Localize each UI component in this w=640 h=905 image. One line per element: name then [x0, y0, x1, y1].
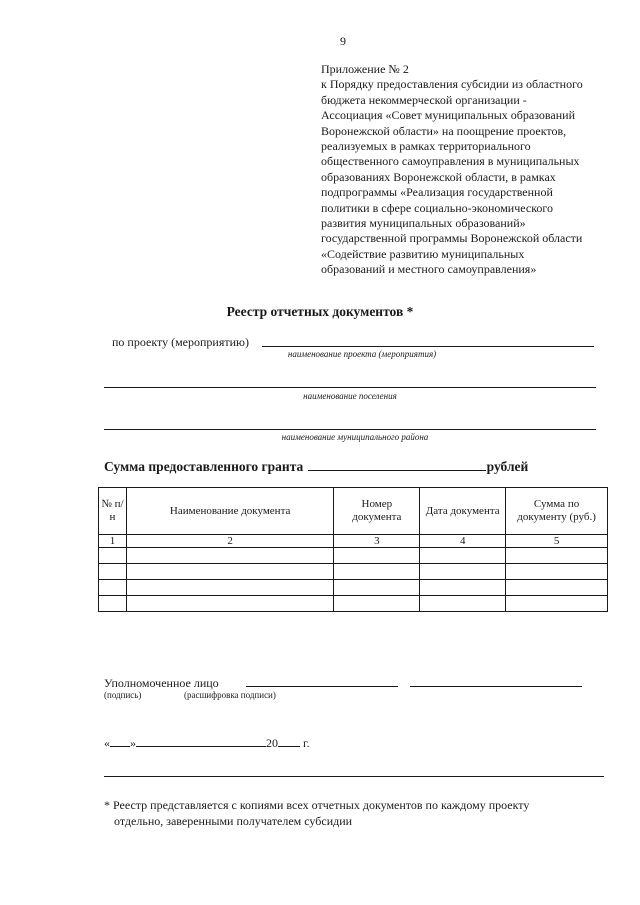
separator-line	[104, 776, 604, 777]
table-row	[99, 580, 608, 596]
grant-label: Сумма предоставленного гранта	[104, 459, 304, 474]
appendix-line: политики в сфере социально-экономического	[321, 200, 554, 215]
signature-decode-field[interactable]	[410, 686, 582, 687]
table-row	[99, 548, 608, 564]
header-doc-sum: Сумма по документу (руб.)	[506, 488, 608, 535]
table-cell[interactable]	[334, 596, 420, 612]
signature-field[interactable]	[246, 686, 398, 687]
header-doc-number: Номер документа	[334, 488, 420, 535]
footnote	[104, 797, 584, 829]
appendix-line: к Порядку предоставления субсидии из областного	[321, 77, 583, 92]
appendix-line: подпрограммы «Реализация государственной	[321, 185, 553, 200]
table-cell[interactable]	[420, 548, 506, 564]
table-cell[interactable]	[334, 548, 420, 564]
table-cell[interactable]	[99, 580, 127, 596]
year-field[interactable]	[278, 736, 300, 747]
appendix-line: Приложение № 2	[321, 62, 409, 76]
table-cell[interactable]	[126, 564, 333, 580]
table-cell[interactable]	[334, 580, 420, 596]
table-cell[interactable]	[420, 564, 506, 580]
grant-unit: рублей	[486, 459, 529, 474]
table-cell[interactable]	[334, 564, 420, 580]
grant-sum-row	[104, 458, 528, 475]
table-row	[99, 596, 608, 612]
table-cell[interactable]	[99, 596, 127, 612]
signer-label: Уполномоченное лицо	[104, 676, 219, 690]
table-cell[interactable]	[506, 564, 608, 580]
table-cell[interactable]	[126, 596, 333, 612]
appendix-line: общественного самоуправления в муниципальных	[321, 154, 580, 169]
column-number-row	[99, 535, 608, 548]
column-number: 2	[126, 535, 333, 548]
year-suffix: г.	[303, 736, 310, 750]
table-cell[interactable]	[126, 548, 333, 564]
table-cell[interactable]	[506, 596, 608, 612]
district-caption: наименование муниципального района	[281, 432, 429, 442]
year-prefix: 20	[266, 736, 278, 750]
appendix-line: Ассоциация «Совет муниципальных образований	[321, 108, 576, 123]
appendix-line: «Содействие развитию муниципальных	[321, 246, 525, 261]
registry-table	[98, 487, 608, 612]
table-row	[99, 564, 608, 580]
table-cell[interactable]	[506, 580, 608, 596]
signature-caption: (подпись)	[104, 690, 142, 700]
header-doc-name: Наименование документа	[126, 488, 333, 535]
table-cell[interactable]	[420, 580, 506, 596]
table-cell[interactable]	[420, 596, 506, 612]
appendix-line: бюджета некоммерческой организации -	[321, 92, 527, 107]
appendix-line: образованиях Воронежской области, в рамках	[321, 169, 556, 184]
footnote-line: * Реестр представляется с копиями всех отчетных документов по каждому проекту	[104, 798, 530, 812]
page-number: 9	[340, 34, 346, 48]
footnote-line: отдельно, заверенными получателем субсидии	[114, 814, 353, 828]
month-field[interactable]	[136, 736, 266, 747]
document-title: Реестр отчетных документов *	[226, 304, 414, 319]
signature-decode-caption: (расшифровка подписи)	[184, 690, 276, 700]
column-number: 4	[420, 535, 506, 548]
grant-amount-field[interactable]	[308, 458, 486, 471]
table-cell[interactable]	[126, 580, 333, 596]
table-cell[interactable]	[99, 564, 127, 580]
settlement-caption: наименование поселения	[303, 391, 397, 401]
date-open-quote: «	[104, 736, 110, 750]
appendix-line: образований и местного самоуправления»	[321, 262, 537, 277]
table-cell[interactable]	[506, 548, 608, 564]
header-doc-date: Дата документа	[420, 488, 506, 535]
appendix-line: Воронежской области» на поощрение проектов,	[321, 123, 567, 138]
appendix-block	[321, 62, 621, 278]
date-close-quote: »	[130, 736, 136, 750]
project-name-field[interactable]	[262, 346, 594, 347]
date-row	[104, 736, 310, 751]
table-header-row	[99, 488, 608, 535]
project-label: по проекту (мероприятию)	[112, 335, 249, 349]
day-field[interactable]	[110, 736, 130, 747]
appendix-line: государственной программы Воронежской области	[321, 231, 583, 246]
column-number: 1	[99, 535, 127, 548]
header-number: № п/н	[99, 488, 127, 535]
settlement-name-field[interactable]	[104, 387, 596, 388]
district-name-field[interactable]	[104, 429, 596, 430]
column-number: 3	[334, 535, 420, 548]
appendix-line: развития муниципальных образований»	[321, 216, 526, 231]
table-cell[interactable]	[99, 548, 127, 564]
column-number: 5	[506, 535, 608, 548]
project-caption: наименование проекта (мероприятия)	[287, 349, 437, 359]
appendix-line: реализуемых в рамках территориального	[321, 139, 531, 154]
